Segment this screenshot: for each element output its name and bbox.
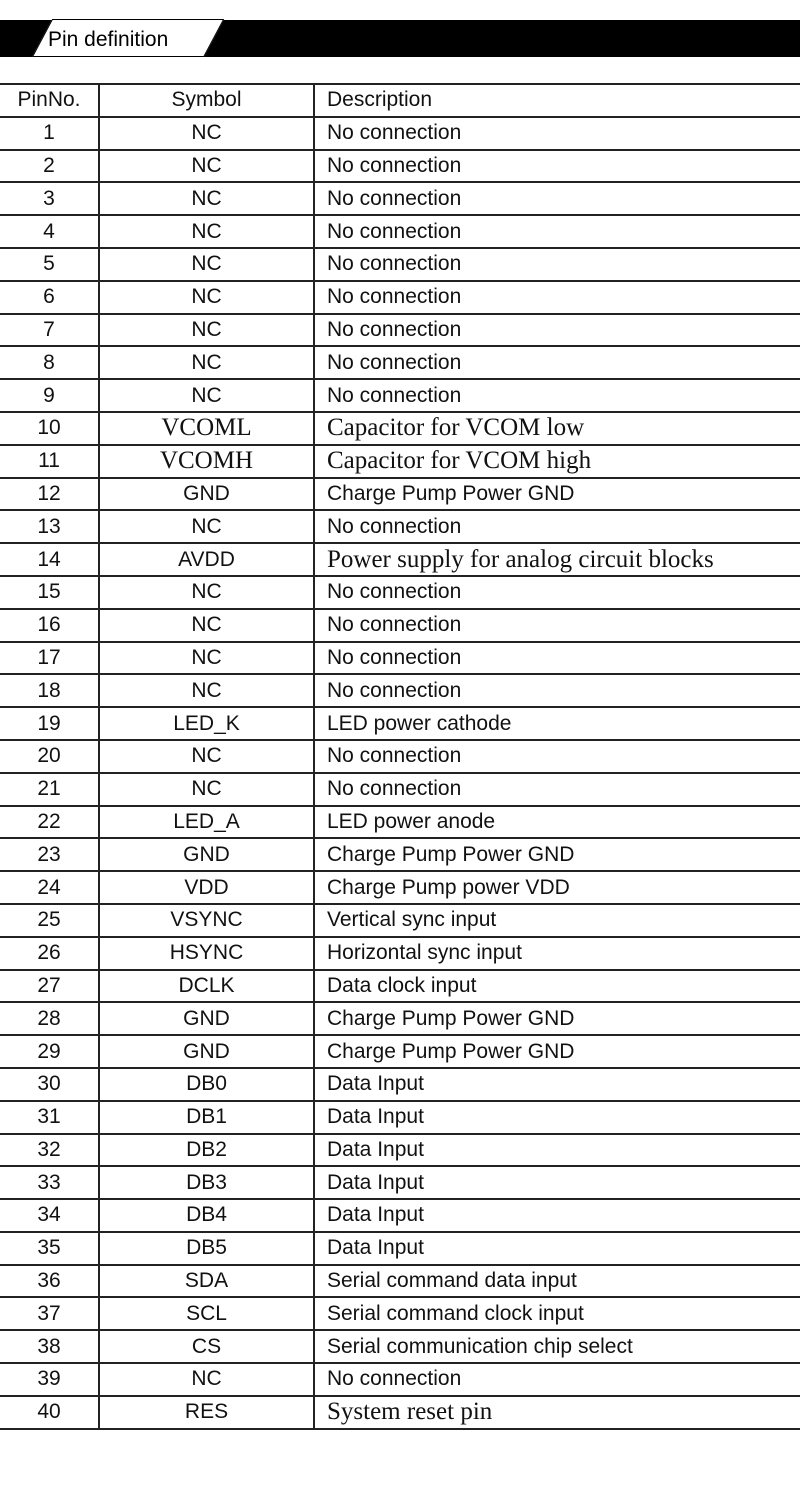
pin-symbol-cell: DB5 <box>99 1232 314 1265</box>
table-row <box>0 248 800 281</box>
pin-number-cell: 18 <box>0 674 99 707</box>
pin-description-cell: No connection <box>314 379 800 412</box>
table-row <box>0 182 800 215</box>
pin-description-cell: No connection <box>314 182 800 215</box>
pin-number-cell: 6 <box>0 281 99 314</box>
pin-symbol-cell: NC <box>99 576 314 609</box>
table-row <box>0 1166 800 1199</box>
pin-symbol-cell: DB2 <box>99 1134 314 1167</box>
pin-description-cell: No connection <box>314 576 800 609</box>
table-row <box>0 1199 800 1232</box>
section-title: Pin definition <box>48 28 169 51</box>
table-row <box>0 1265 800 1298</box>
pin-number-cell: 1 <box>0 117 99 150</box>
pin-number-cell: 10 <box>0 412 99 445</box>
pin-symbol-cell: VCOML <box>99 412 314 445</box>
pin-description-cell: No connection <box>314 1363 800 1396</box>
pin-number-cell: 40 <box>0 1396 99 1429</box>
pin-symbol-cell: LED_A <box>99 806 314 839</box>
table-row <box>0 1101 800 1134</box>
pin-number-cell: 29 <box>0 1035 99 1068</box>
pin-symbol-cell: NC <box>99 117 314 150</box>
pin-symbol-cell: NC <box>99 215 314 248</box>
pin-description-cell: No connection <box>314 150 800 183</box>
table-row <box>0 478 800 511</box>
pin-symbol-cell: DB0 <box>99 1068 314 1101</box>
pin-description-cell: Serial command data input <box>314 1265 800 1298</box>
pin-description-cell: Power supply for analog circuit blocks <box>314 543 800 576</box>
table-row <box>0 281 800 314</box>
pin-symbol-cell: SCL <box>99 1297 314 1330</box>
pin-number-cell: 9 <box>0 379 99 412</box>
pin-number-cell: 36 <box>0 1265 99 1298</box>
pin-number-cell: 31 <box>0 1101 99 1134</box>
pin-symbol-cell: NC <box>99 642 314 675</box>
pin-number-cell: 5 <box>0 248 99 281</box>
pin-number-cell: 28 <box>0 1002 99 1035</box>
pin-description-cell: Capacitor for VCOM low <box>314 412 800 445</box>
pin-description-cell: LED power cathode <box>314 707 800 740</box>
pin-description-cell: No connection <box>314 281 800 314</box>
pin-symbol-cell: VSYNC <box>99 904 314 937</box>
pin-symbol-cell: NC <box>99 182 314 215</box>
table-row <box>0 838 800 871</box>
column-header-symbol: Symbol <box>99 84 314 117</box>
pin-number-cell: 2 <box>0 150 99 183</box>
table-row <box>0 1035 800 1068</box>
pin-symbol-cell: NC <box>99 346 314 379</box>
pin-symbol-cell: VCOMH <box>99 445 314 478</box>
pin-description-cell: No connection <box>314 773 800 806</box>
pin-number-cell: 3 <box>0 182 99 215</box>
column-header-pin: PinNo. <box>0 84 99 117</box>
table-row <box>0 970 800 1003</box>
pin-symbol-cell: CS <box>99 1330 314 1363</box>
pin-symbol-cell: HSYNC <box>99 937 314 970</box>
pin-description-cell: Charge Pump power VDD <box>314 871 800 904</box>
pin-description-cell: LED power anode <box>314 806 800 839</box>
table-body <box>0 117 800 1429</box>
table-row <box>0 379 800 412</box>
pin-number-cell: 38 <box>0 1330 99 1363</box>
pin-description-cell: No connection <box>314 248 800 281</box>
pin-description-cell: Data Input <box>314 1134 800 1167</box>
table-row <box>0 1134 800 1167</box>
pin-description-cell: No connection <box>314 510 800 543</box>
pin-number-cell: 27 <box>0 970 99 1003</box>
pin-description-cell: No connection <box>314 674 800 707</box>
pin-symbol-cell: NC <box>99 1363 314 1396</box>
pin-description-cell: Data clock input <box>314 970 800 1003</box>
table-row <box>0 937 800 970</box>
table-row <box>0 609 800 642</box>
table-row <box>0 215 800 248</box>
pin-description-cell: Charge Pump Power GND <box>314 1035 800 1068</box>
pin-description-cell: Data Input <box>314 1101 800 1134</box>
table-row <box>0 1396 800 1429</box>
pin-description-cell: Serial command clock input <box>314 1297 800 1330</box>
pin-description-cell: Data Input <box>314 1232 800 1265</box>
pin-symbol-cell: DB4 <box>99 1199 314 1232</box>
pin-description-cell: Data Input <box>314 1068 800 1101</box>
pin-number-cell: 22 <box>0 806 99 839</box>
pin-number-cell: 30 <box>0 1068 99 1101</box>
pin-symbol-cell: VDD <box>99 871 314 904</box>
pin-number-cell: 26 <box>0 937 99 970</box>
pin-symbol-cell: DB3 <box>99 1166 314 1199</box>
pin-description-cell: No connection <box>314 609 800 642</box>
table-row <box>0 314 800 347</box>
pin-description-cell: No connection <box>314 740 800 773</box>
table-header-row <box>0 84 800 117</box>
pin-symbol-cell: NC <box>99 609 314 642</box>
pin-symbol-cell: DCLK <box>99 970 314 1003</box>
table-row <box>0 117 800 150</box>
pin-number-cell: 11 <box>0 445 99 478</box>
pin-number-cell: 39 <box>0 1363 99 1396</box>
pin-number-cell: 4 <box>0 215 99 248</box>
pin-symbol-cell: LED_K <box>99 707 314 740</box>
table-row <box>0 1232 800 1265</box>
table-row <box>0 642 800 675</box>
table-row <box>0 346 800 379</box>
table-row <box>0 150 800 183</box>
pin-number-cell: 24 <box>0 871 99 904</box>
table-row <box>0 510 800 543</box>
table-row <box>0 543 800 576</box>
table-row <box>0 1297 800 1330</box>
pin-number-cell: 13 <box>0 510 99 543</box>
pin-number-cell: 34 <box>0 1199 99 1232</box>
pin-symbol-cell: NC <box>99 510 314 543</box>
pin-description-cell: Data Input <box>314 1166 800 1199</box>
pin-number-cell: 14 <box>0 543 99 576</box>
pin-symbol-cell: GND <box>99 478 314 511</box>
pin-description-cell: No connection <box>314 642 800 675</box>
table-row <box>0 1330 800 1363</box>
pin-number-cell: 35 <box>0 1232 99 1265</box>
pin-description-cell: Charge Pump Power GND <box>314 838 800 871</box>
pin-symbol-cell: NC <box>99 281 314 314</box>
table-row <box>0 806 800 839</box>
pin-symbol-cell: GND <box>99 1002 314 1035</box>
pin-symbol-cell: SDA <box>99 1265 314 1298</box>
pin-symbol-cell: NC <box>99 740 314 773</box>
pin-number-cell: 32 <box>0 1134 99 1167</box>
column-header-description: Description <box>314 84 800 117</box>
table-row <box>0 674 800 707</box>
pin-symbol-cell: NC <box>99 379 314 412</box>
pin-description-cell: Vertical sync input <box>314 904 800 937</box>
pin-description-cell: Serial communication chip select <box>314 1330 800 1363</box>
pin-number-cell: 15 <box>0 576 99 609</box>
table-row <box>0 412 800 445</box>
pin-description-cell: No connection <box>314 117 800 150</box>
pin-symbol-cell: DB1 <box>99 1101 314 1134</box>
pin-number-cell: 17 <box>0 642 99 675</box>
pin-description-cell: No connection <box>314 215 800 248</box>
pin-description-cell: Charge Pump Power GND <box>314 478 800 511</box>
pin-symbol-cell: NC <box>99 150 314 183</box>
pin-symbol-cell: RES <box>99 1396 314 1429</box>
pin-description-cell: System reset pin <box>314 1396 800 1429</box>
pin-symbol-cell: AVDD <box>99 543 314 576</box>
pin-description-cell: Horizontal sync input <box>314 937 800 970</box>
pin-number-cell: 21 <box>0 773 99 806</box>
pin-number-cell: 20 <box>0 740 99 773</box>
pin-symbol-cell: GND <box>99 838 314 871</box>
table-row <box>0 904 800 937</box>
table-row <box>0 871 800 904</box>
pin-description-cell: Charge Pump Power GND <box>314 1002 800 1035</box>
pin-number-cell: 8 <box>0 346 99 379</box>
pin-number-cell: 7 <box>0 314 99 347</box>
pin-number-cell: 25 <box>0 904 99 937</box>
pin-number-cell: 23 <box>0 838 99 871</box>
pin-symbol-cell: NC <box>99 674 314 707</box>
table-row <box>0 707 800 740</box>
table-row <box>0 1363 800 1396</box>
pin-number-cell: 16 <box>0 609 99 642</box>
pin-description-cell: Data Input <box>314 1199 800 1232</box>
pin-definition-table <box>0 83 800 1430</box>
pin-symbol-cell: GND <box>99 1035 314 1068</box>
pin-symbol-cell: NC <box>99 248 314 281</box>
pin-number-cell: 12 <box>0 478 99 511</box>
pin-description-cell: No connection <box>314 314 800 347</box>
pin-number-cell: 37 <box>0 1297 99 1330</box>
table-row <box>0 576 800 609</box>
pin-description-cell: Capacitor for VCOM high <box>314 445 800 478</box>
table-row <box>0 1002 800 1035</box>
table-row <box>0 1068 800 1101</box>
table-row <box>0 445 800 478</box>
pin-symbol-cell: NC <box>99 773 314 806</box>
table-row <box>0 773 800 806</box>
pin-description-cell: No connection <box>314 346 800 379</box>
pin-number-cell: 19 <box>0 707 99 740</box>
table-row <box>0 740 800 773</box>
pin-number-cell: 33 <box>0 1166 99 1199</box>
pin-symbol-cell: NC <box>99 314 314 347</box>
